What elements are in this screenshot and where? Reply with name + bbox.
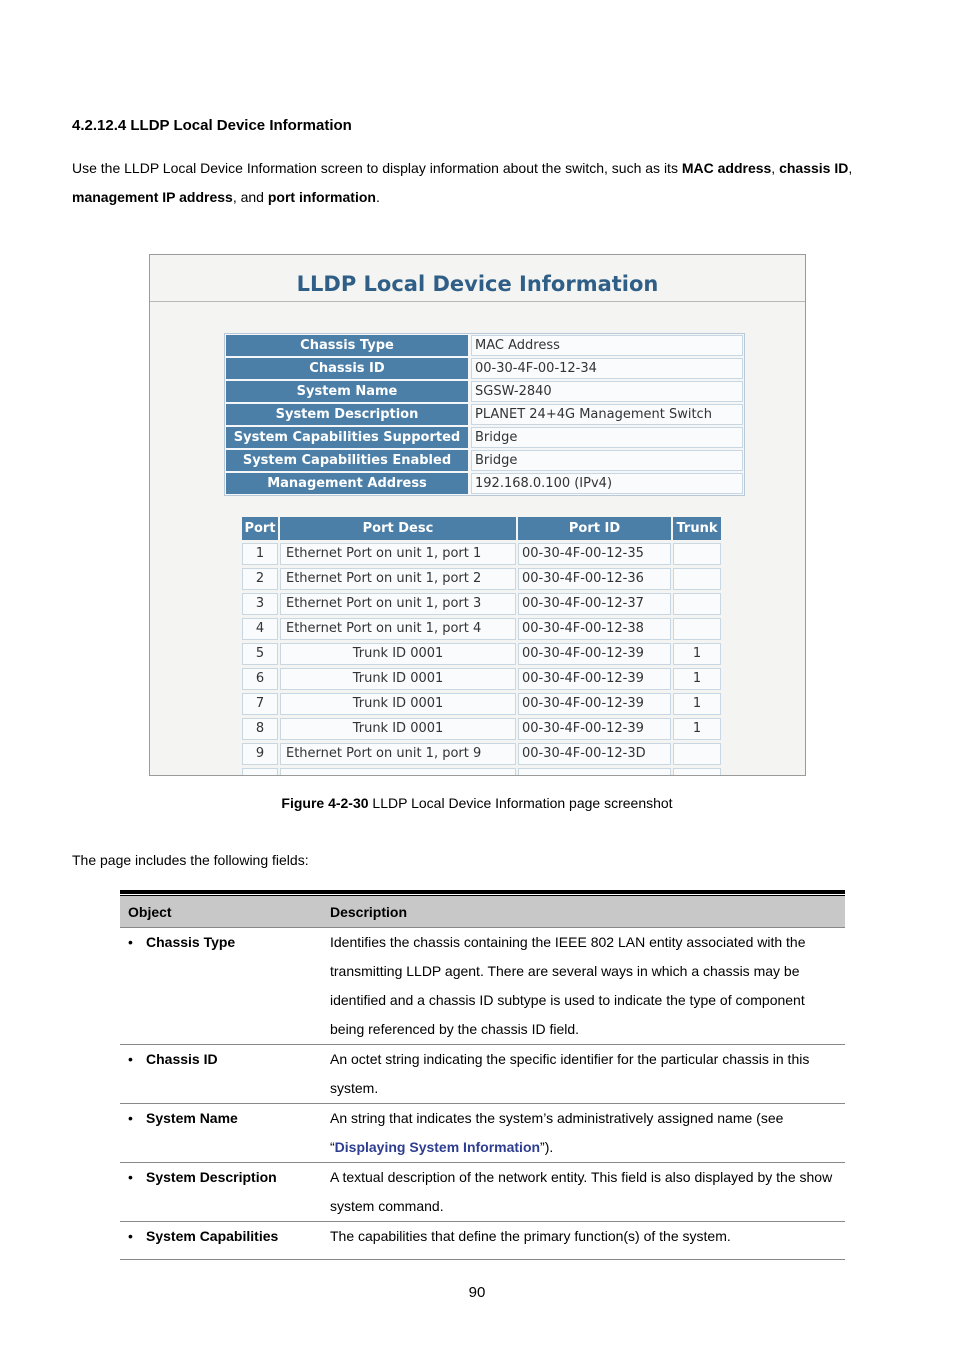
bullet-icon: • [128,934,133,950]
intro-bold: chassis ID [779,160,849,176]
description-cell: An octet string indicating the specific identifier for the particular chassis in this system. [330,1051,810,1096]
info-row [226,450,743,471]
port-desc-cell [280,768,516,776]
lldp-screenshot [149,254,806,776]
displaying-system-information-link[interactable]: Displaying System Information [334,1139,541,1155]
bullet-icon: • [128,1169,133,1185]
trunk-cell [673,543,721,565]
port-cell: 3 [242,593,278,615]
port-desc-cell: Ethernet Port on unit 1, port 3 [280,593,516,615]
column-header-port-desc: Port Desc [280,517,516,540]
port-table [242,517,723,776]
port-desc-cell: Trunk ID 0001 [280,668,516,690]
bullet-icon: • [128,1051,133,1067]
intro-text: , [771,160,780,176]
info-key: System Capabilities Supported [226,427,468,448]
port-id-cell: 00-30-4F-00-12-39 [518,643,671,665]
port-cell: 7 [242,693,278,715]
port-cell: 5 [242,643,278,665]
table-row [242,718,723,740]
page-number: 90 [468,1284,486,1301]
figure-caption [0,795,954,811]
info-value: 00-30-4F-00-12-34 [471,358,743,379]
port-cell: 8 [242,718,278,740]
table-row [120,1045,845,1104]
info-value: SGSW-2840 [471,381,743,402]
description-cell: Identifies the chassis containing the IEEE 802 LAN entity associated with the transmitting LLDP agent. There are several ways in which a chassis may be identified and a chassis ID subtype is used to indicate the type of component being referenced by the chassis ID field. [330,934,806,1037]
object-name: Chassis Type [146,934,236,950]
intro-text: , [848,160,853,176]
info-value: MAC Address [471,335,743,356]
object-cell [120,1045,330,1103]
port-desc-cell: Trunk ID 0001 [280,643,516,665]
port-table-header [242,517,723,540]
description-cell: The capabilities that define the primary function(s) of the system. [330,1228,731,1244]
table-row [120,1104,845,1163]
trunk-cell [673,768,721,776]
port-cell: 1 [242,543,278,565]
device-info-table [224,333,745,496]
object-cell [120,1163,330,1221]
info-value: Bridge [471,450,743,471]
port-id-cell: 00-30-4F-00-12-37 [518,593,671,615]
bullet-icon: • [128,1110,133,1126]
info-value: 192.168.0.100 (IPv4) [471,473,743,494]
caption-label: Figure 4-2-30 [281,795,369,811]
object-name: System Description [146,1169,277,1185]
fields-table [120,890,845,1260]
intro-text: Use the LLDP Local Device Information screen to display information about the switch, such as its [72,160,682,176]
info-key: Chassis ID [226,358,468,379]
trunk-cell [673,743,721,765]
port-desc-cell: Ethernet Port on unit 1, port 4 [280,618,516,640]
info-value: Bridge [471,427,743,448]
screenshot-title: LLDP Local Device Information [150,255,805,302]
table-row [120,928,845,1045]
table-row [242,743,723,765]
table-row [242,543,723,565]
object-cell [120,928,330,1044]
caption-text: LLDP Local Device Information page screenshot [368,795,673,811]
trunk-cell: 1 [673,668,721,690]
intro-bold: management IP address [72,189,233,205]
table-row [242,643,723,665]
trunk-cell: 1 [673,643,721,665]
info-key: System Name [226,381,468,402]
info-row [226,404,743,425]
intro-bold: port information [267,189,376,205]
info-value: PLANET 24+4G Management Switch [471,404,743,425]
info-key: Chassis Type [226,335,468,356]
column-header-trunk: Trunk [673,517,721,540]
port-id-cell [518,768,671,776]
column-header-description: Description [330,904,408,920]
port-desc-cell: Ethernet Port on unit 1, port 9 [280,743,516,765]
info-row [226,335,743,356]
object-name: System Name [146,1110,238,1126]
table-row [242,693,723,715]
port-id-cell: 00-30-4F-00-12-3D [518,743,671,765]
column-header-port-id: Port ID [518,517,671,540]
object-name: Chassis ID [146,1051,218,1067]
intro-bold: MAC address [681,160,772,176]
port-cell: 6 [242,668,278,690]
port-cell: 4 [242,618,278,640]
port-id-cell: 00-30-4F-00-12-36 [518,568,671,590]
port-cell: 9 [242,743,278,765]
trunk-cell [673,568,721,590]
description-cell [330,1104,845,1162]
description-cell: A textual description of the network entity. This field is also displayed by the show system command. [330,1169,833,1214]
port-desc-cell: Trunk ID 0001 [280,693,516,715]
fields-table-header [120,895,845,928]
info-row [226,473,743,494]
info-row [226,381,743,402]
info-key: Management Address [226,473,468,494]
port-id-cell: 00-30-4F-00-12-38 [518,618,671,640]
port-id-cell: 00-30-4F-00-12-39 [518,718,671,740]
trunk-cell [673,618,721,640]
port-desc-cell: Ethernet Port on unit 1, port 2 [280,568,516,590]
column-header-port: Port [242,517,278,540]
table-row [120,1222,845,1260]
intro-text: . [375,189,380,205]
object-cell [120,1104,330,1162]
info-row [226,358,743,379]
object-cell [120,1222,330,1251]
table-row [242,618,723,640]
object-name: System Capabilities [146,1228,279,1244]
table-row [242,568,723,590]
trunk-cell [673,593,721,615]
port-id-cell: 00-30-4F-00-12-39 [518,668,671,690]
section-heading: 4.2.12.4 LLDP Local Device Information [72,117,352,134]
column-header-object: Object [128,904,172,920]
description-text: An string that indicates the system’s administratively assigned name (see “ [330,1110,784,1155]
fields-intro: The page includes the following fields: [72,852,309,868]
trunk-cell: 1 [673,718,721,740]
table-row [242,668,723,690]
info-key: System Description [226,404,468,425]
description-text: ”). [540,1139,554,1155]
port-id-cell: 00-30-4F-00-12-39 [518,693,671,715]
port-cell [242,768,278,776]
table-row [120,1163,845,1222]
intro-paragraph [72,154,902,212]
port-cell: 2 [242,568,278,590]
intro-text: , and [232,189,268,205]
table-row-partial [242,768,723,776]
port-desc-cell: Ethernet Port on unit 1, port 1 [280,543,516,565]
port-id-cell: 00-30-4F-00-12-35 [518,543,671,565]
info-key: System Capabilities Enabled [226,450,468,471]
bullet-icon: • [128,1228,133,1244]
info-row [226,427,743,448]
trunk-cell: 1 [673,693,721,715]
table-row [242,593,723,615]
port-desc-cell: Trunk ID 0001 [280,718,516,740]
